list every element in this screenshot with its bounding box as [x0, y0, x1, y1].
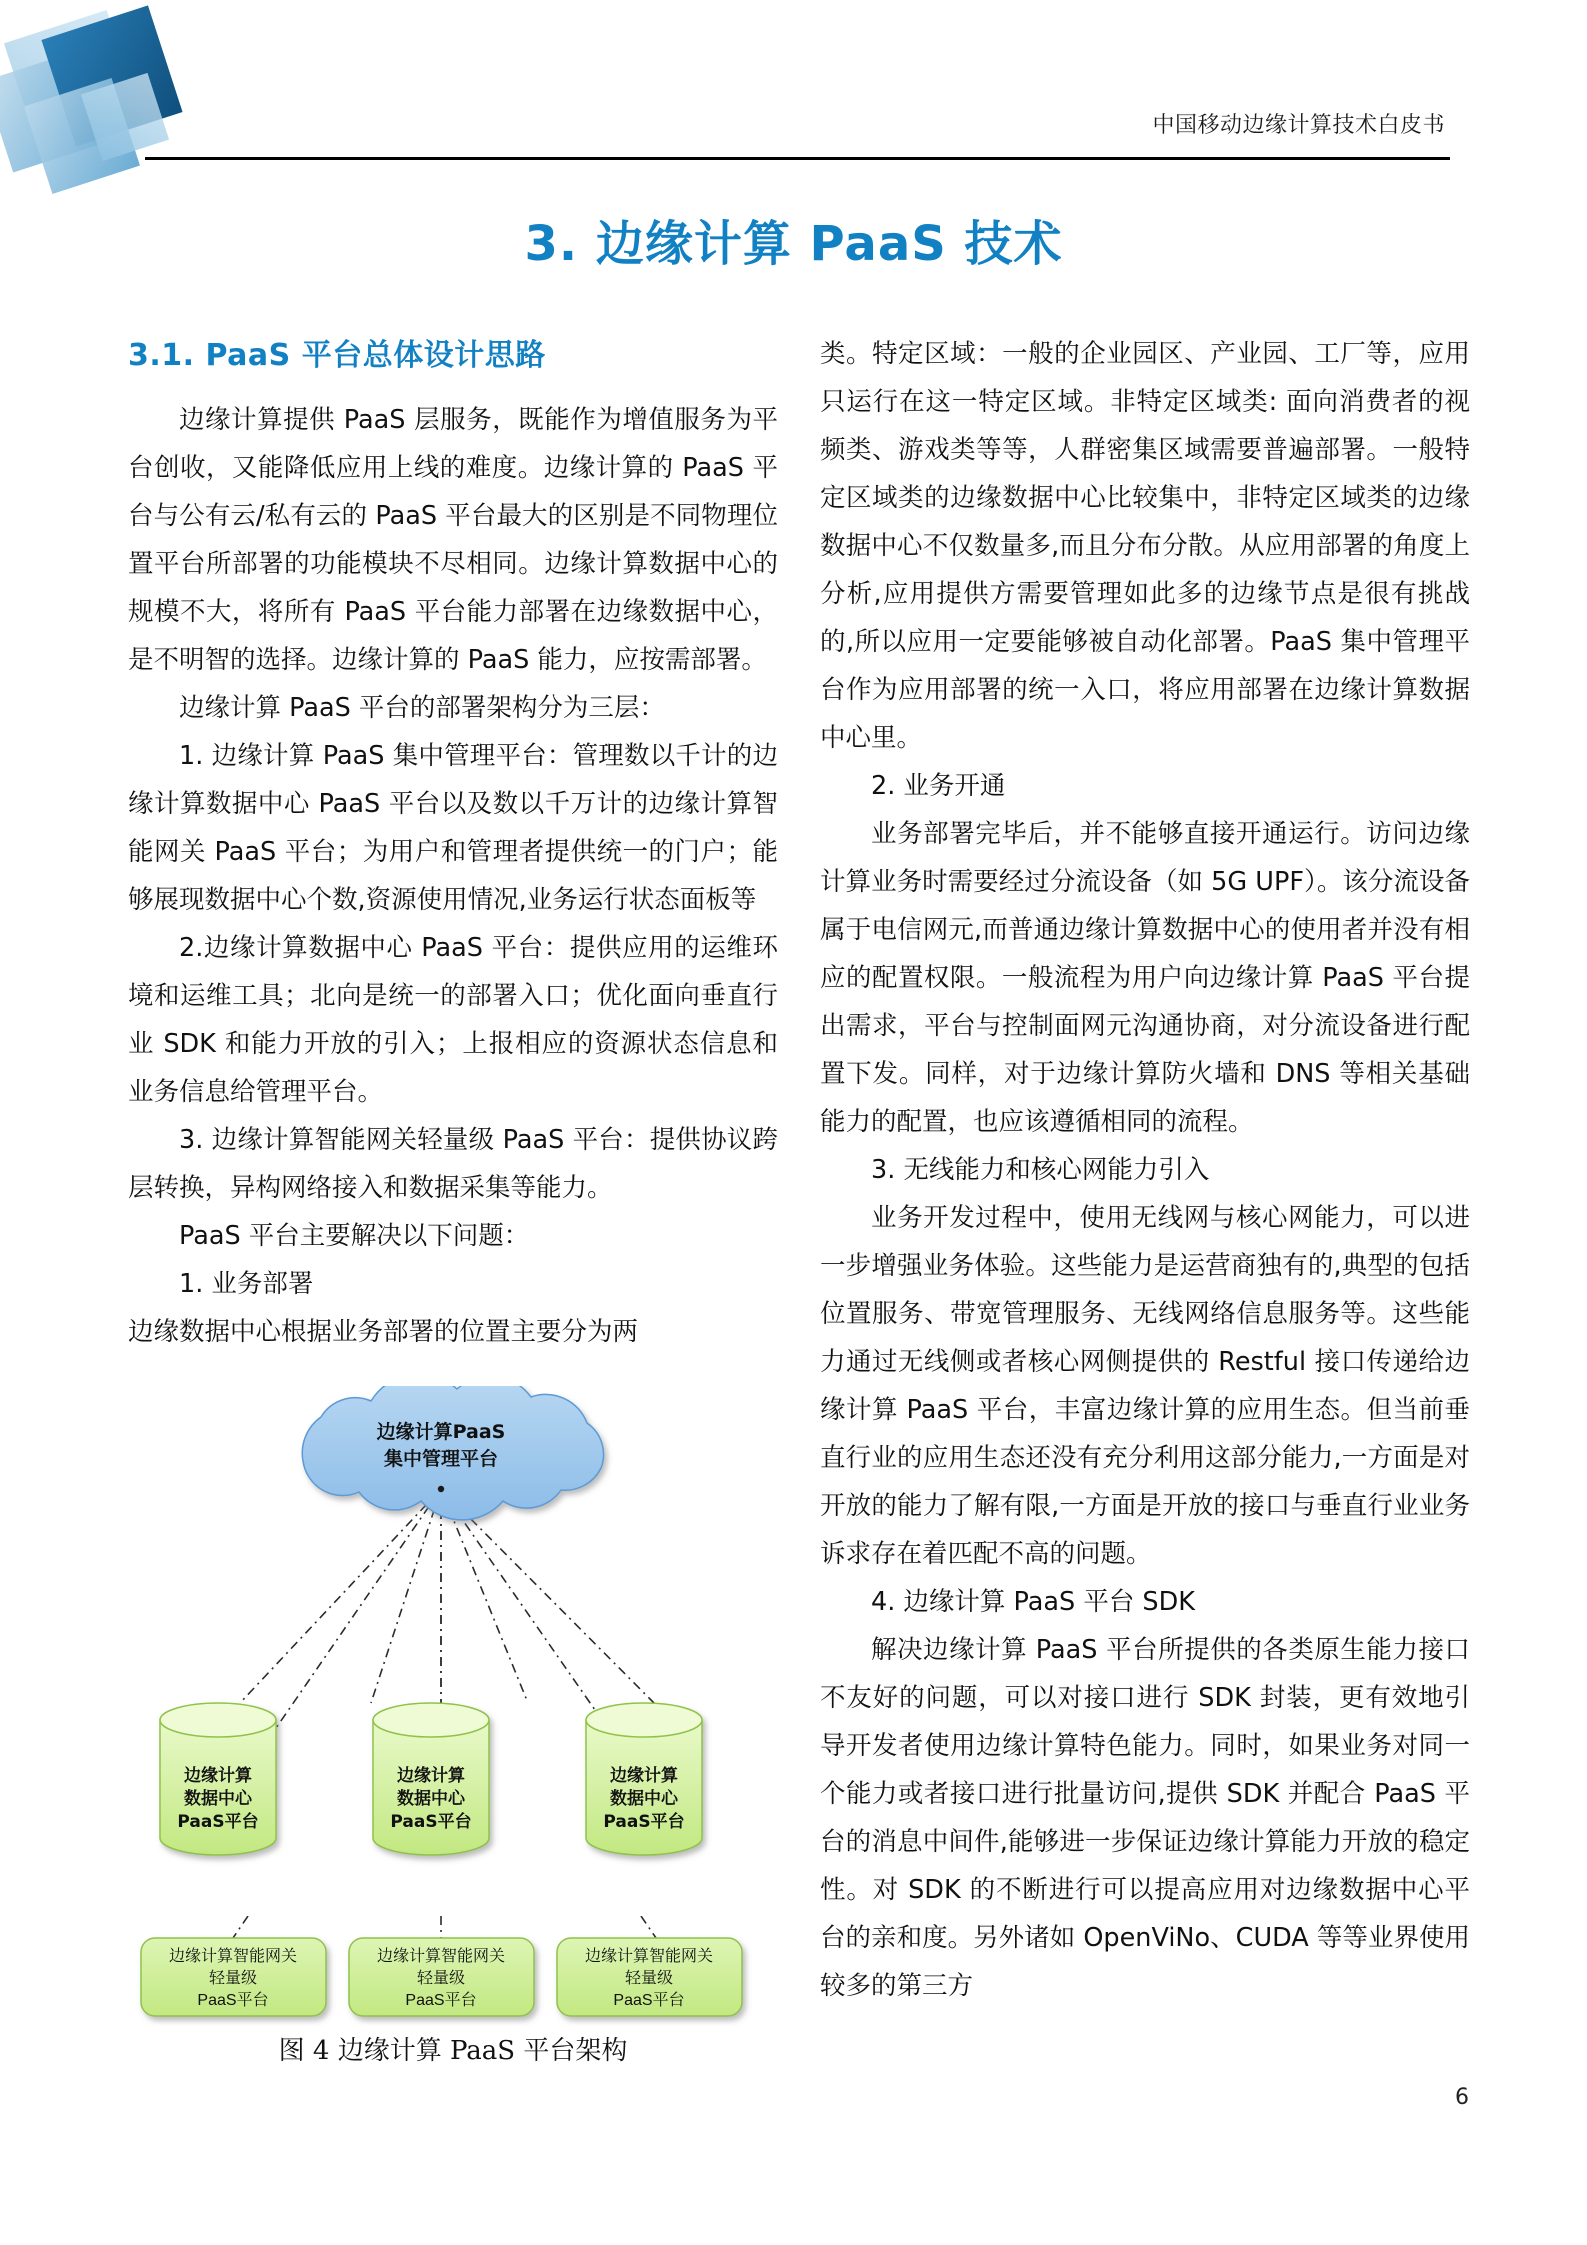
body-columns [0, 330, 1587, 2160]
cloud-label-line2: 集中管理平台 [383, 1448, 499, 1470]
svg-text:轻量级: 轻量级 [208, 1970, 258, 1987]
page-header [145, 108, 1445, 160]
paragraph: 类。特定区域：一般的企业园区、产业园、工厂等，应用只运行在这一特定区域。非特定区域类: 面向消费者的视频类、游戏类等等，人群密集区域需要普遍部署。一般特定区域类的边缘数据中心比较集中，非特定区域类的边缘数据中心不仅数量多,而且分布分散。从应用部署的角度上分析,应用提供方需要管理如此多的边缘节点是很有挑战的,所以应用一定要能够被自动化部署。PaaS 集中管理平台作为应用部署的统一入口，将应用部署在边缘计算数据中心里。 [820, 339, 1470, 753]
running-title: 中国移动边缘计算技术白皮书 [1152, 113, 1445, 138]
header-rule [145, 157, 1450, 160]
paragraph: 1. 边缘计算 PaaS 集中管理平台：管理数以千计的边缘计算数据中心 PaaS 平台以及数以千万计的边缘计算智能网关 PaaS 平台；为用户和管理者提供统一的门户；能够展现数据中心个数,资源使用情况,业务运行状态面板等 [128, 741, 778, 915]
page-title: 3. 边缘计算 PaaS 技术 [524, 216, 1063, 272]
paragraph: 4. 边缘计算 PaaS 平台 SDK [871, 1587, 1195, 1617]
paragraph: 2.边缘计算数据中心 PaaS 平台：提供应用的运维环境和运维工具；北向是统一的部署入口；优化面向垂直行业 SDK 和能力开放的引入；上报相应的资源状态信息和业务信息给管理平台。 [128, 933, 778, 1107]
svg-text:PaaS平台: PaaS平台 [177, 1812, 259, 1832]
paragraph: 解决边缘计算 PaaS 平台所提供的各类原生能力接口不友好的问题，可以对接口进行 SDK 封装，更有效地引导开发者使用边缘计算特色能力。同时，如果业务对同一个能力或者接口进行批量访问,提供 SDK 并配合 PaaS 平台的消息中间件,能够进一步保证边缘计算能力开放的稳定性。对 SDK 的不断进行可以提高应用对边缘数据中心平台的亲和度。另外诸如 OpenViNo、CUDA 等等业界使用较多的第三方 [820, 1635, 1470, 2001]
paragraph: 业务开发过程中，使用无线网与核心网能力，可以进一步增强业务体验。这些能力是运营商独有的,典型的包括位置服务、带宽管理服务、无线网络信息服务等。这些能力通过无线侧或者核心网侧提供的 Restful 接口传递给边缘计算 PaaS 平台，丰富边缘计算的应用生态。但当前垂直行业的应用生态还没有充分利用这部分能力,一方面是对开放的能力了解有限,一方面是开放的接口与垂直行业业务诉求存在着匹配不高的问题。 [820, 1203, 1470, 1569]
svg-text:轻量级: 轻量级 [416, 1970, 466, 1987]
section-heading-3-1: 3.1. PaaS 平台总体设计思路 [128, 338, 546, 373]
svg-text:数据中心: 数据中心 [610, 1789, 678, 1809]
paragraph: 业务部署完毕后，并不能够直接开通运行。访问边缘计算业务时需要经过分流设备（如 5G UPF）。该分流设备属于电信网元,而普通边缘计算数据中心的使用者并没有相应的配置权限。一般流程为用户向边缘计算 PaaS 平台提出需求，平台与控制面网元沟通协商，对分流设备进行配置下发。同样，对于边缘计算防火墙和 DNS 等相关基础能力的配置，也应该遵循相同的流程。 [820, 819, 1470, 1137]
paragraph: 边缘计算 PaaS 平台的部署架构分为三层： [179, 693, 665, 723]
paragraph: 边缘计算提供 PaaS 层服务，既能作为增值服务为平台创收，又能降低应用上线的难度。边缘计算的 PaaS 平台与公有云/私有云的 PaaS 平台最大的区别是不同物理位置平台所部署的功能模块不尽相同。边缘计算数据中心的规模不大，将所有 PaaS 平台能力部署在边缘数据中心，是不明智的选择。边缘计算的 PaaS 能力，应按需部署。 [128, 405, 778, 675]
svg-text:PaaS平台: PaaS平台 [197, 1992, 269, 2009]
paragraph: 1. 业务部署 [179, 1269, 314, 1299]
svg-text:PaaS平台: PaaS平台 [613, 1992, 685, 2009]
svg-text:轻量级: 轻量级 [624, 1970, 674, 1987]
svg-text:PaaS平台: PaaS平台 [405, 1992, 477, 2009]
svg-text:边缘计算智能网关: 边缘计算智能网关 [584, 1948, 714, 1965]
right-column [820, 330, 1470, 2010]
paragraph: PaaS 平台主要解决以下问题： [179, 1221, 530, 1251]
left-column [128, 330, 778, 2066]
cloud-label-line1: 边缘计算PaaS [376, 1421, 506, 1443]
svg-text:数据中心: 数据中心 [184, 1789, 252, 1809]
figure-paas-architecture [128, 1386, 778, 2066]
page-number: 6 [1455, 2085, 1469, 2110]
paragraph: 3. 边缘计算智能网关轻量级 PaaS 平台：提供协议跨层转换，异构网络接入和数据采集等能力。 [128, 1125, 778, 1203]
svg-text:边缘计算: 边缘计算 [610, 1766, 678, 1786]
svg-text:边缘计算: 边缘计算 [397, 1766, 465, 1786]
svg-text:边缘计算智能网关: 边缘计算智能网关 [168, 1948, 298, 1965]
paragraph: 3. 无线能力和核心网能力引入 [871, 1155, 1210, 1185]
svg-text:PaaS平台: PaaS平台 [390, 1812, 472, 1832]
svg-text:边缘计算: 边缘计算 [184, 1766, 252, 1786]
paragraph: 2. 业务开通 [871, 771, 1006, 801]
svg-text:数据中心: 数据中心 [397, 1789, 465, 1809]
svg-text:PaaS平台: PaaS平台 [603, 1812, 685, 1832]
paragraph: 边缘数据中心根据业务部署的位置主要分为两 [128, 1317, 639, 1347]
figure-caption: 图 4 边缘计算 PaaS 平台架构 [278, 2036, 628, 2066]
svg-text:边缘计算智能网关: 边缘计算智能网关 [376, 1948, 506, 1965]
